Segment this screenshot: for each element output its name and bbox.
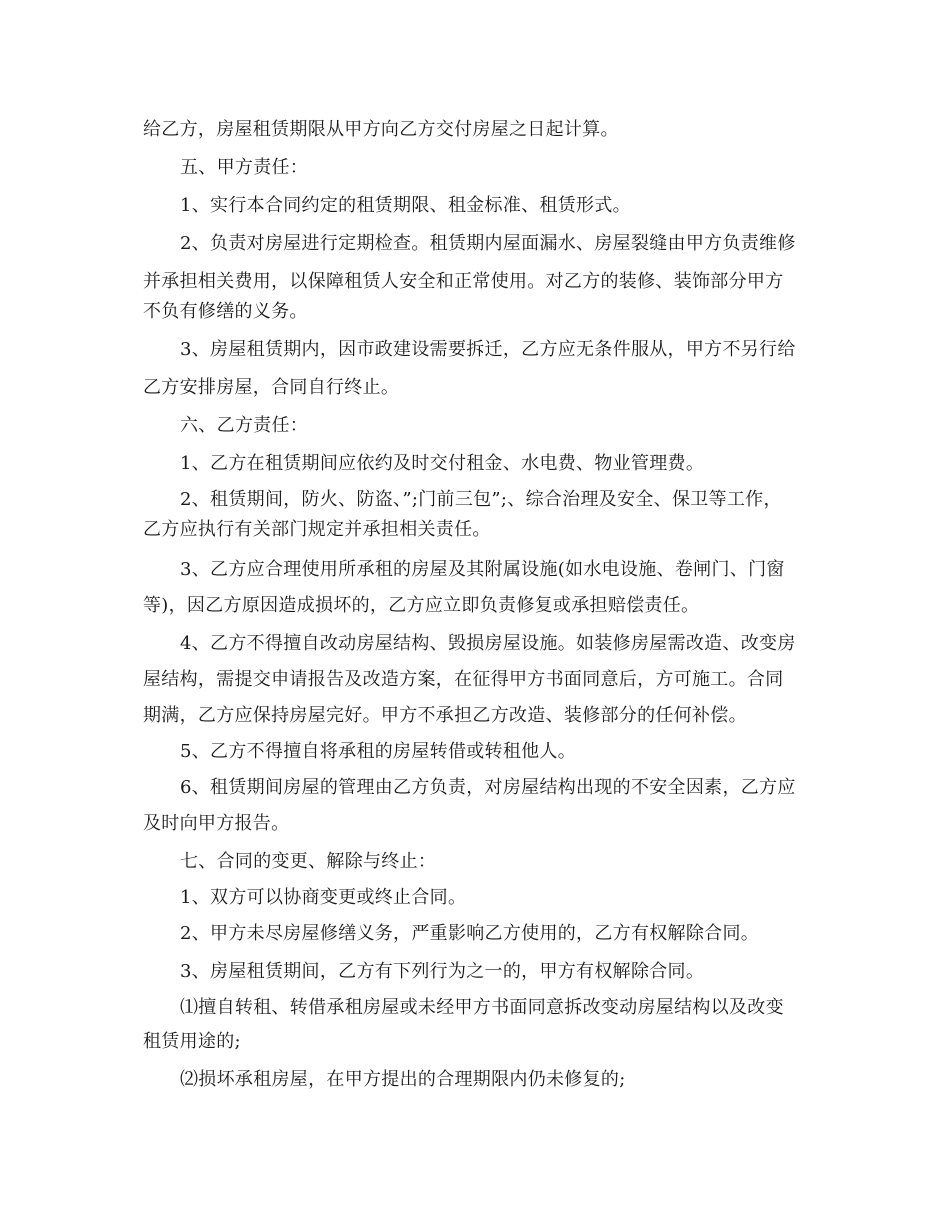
text-line: 不负有修缮的义务。: [143, 301, 308, 322]
text-line: 等)，因乙方原因造成损坏的，乙方应立即负责修复或承担赔偿责任。: [143, 595, 700, 616]
text-line: 1、乙方在租赁期间应依约及时交付租金、水电费、物业管理费。: [180, 453, 705, 474]
text-line: 及时向甲方报告。: [143, 813, 290, 834]
section-heading: 七、合同的变更、解除与终止：: [180, 851, 437, 872]
text-line: 乙方应执行有关部门规定并承担相关责任。: [143, 519, 491, 540]
text-line: ⑵损坏承租房屋，在甲方提出的合理期限内仍未修复的;: [180, 1069, 626, 1090]
text-line: 3、房屋租赁期内，因市政建设需要拆迁，乙方应无条件服从，甲方不另行给: [180, 339, 796, 360]
text-line: 屋结构，需提交申请报告及改造方案，在征得甲方书面同意后，方可施工。合同: [143, 669, 784, 690]
text-line: 3、房屋租赁期间，乙方有下列行为之一的，甲方有权解除合同。: [180, 961, 705, 982]
section-heading: 五、甲方责任：: [180, 157, 309, 178]
text-line: 2、租赁期间，防火、防盗、”;门前三包”;、综合治理及安全、保卫等工作，: [180, 489, 782, 510]
text-line: 2、负责对房屋进行定期检查。租赁期内屋面漏水、房屋裂缝由甲方负责维修: [180, 233, 796, 254]
text-line: 给乙方，房屋租赁期限从甲方向乙方交付房屋之日起计算。: [143, 119, 619, 140]
text-line: 5、乙方不得擅自将承租的房屋转借或转租他人。: [180, 741, 577, 762]
text-line: ⑴擅自转租、转借承租房屋或未经甲方书面同意拆改变动房屋结构以及改变: [180, 997, 784, 1018]
text-line: 2、甲方未尽房屋修缮义务，严重影响乙方使用的，乙方有权解除合同。: [180, 923, 760, 944]
text-line: 乙方安排房屋，合同自行终止。: [143, 377, 400, 398]
text-line: 3、乙方应合理使用所承租的房屋及其附属设施(如水电设施、卷闸门、门窗: [180, 559, 785, 580]
text-line: 1、实行本合同约定的租赁期限、租金标准、租赁形式。: [180, 195, 631, 216]
text-line: 4、乙方不得擅自改动房屋结构、毁损房屋设施。如装修房屋需改造、改变房: [180, 633, 796, 654]
text-line: 1、双方可以协商变更或终止合同。: [180, 887, 467, 908]
text-line: 租赁用途的;: [143, 1031, 241, 1052]
text-line: 期满，乙方应保持房屋完好。甲方不承担乙方改造、装修部分的任何补偿。: [143, 705, 747, 726]
text-line: 并承担相关费用，以保障租赁人安全和正常使用。对乙方的装修、装饰部分甲方: [143, 271, 784, 292]
section-heading: 六、乙方责任：: [180, 415, 309, 436]
text-line: 6、租赁期间房屋的管理由乙方负责，对房屋结构出现的不安全因素，乙方应: [180, 777, 796, 798]
